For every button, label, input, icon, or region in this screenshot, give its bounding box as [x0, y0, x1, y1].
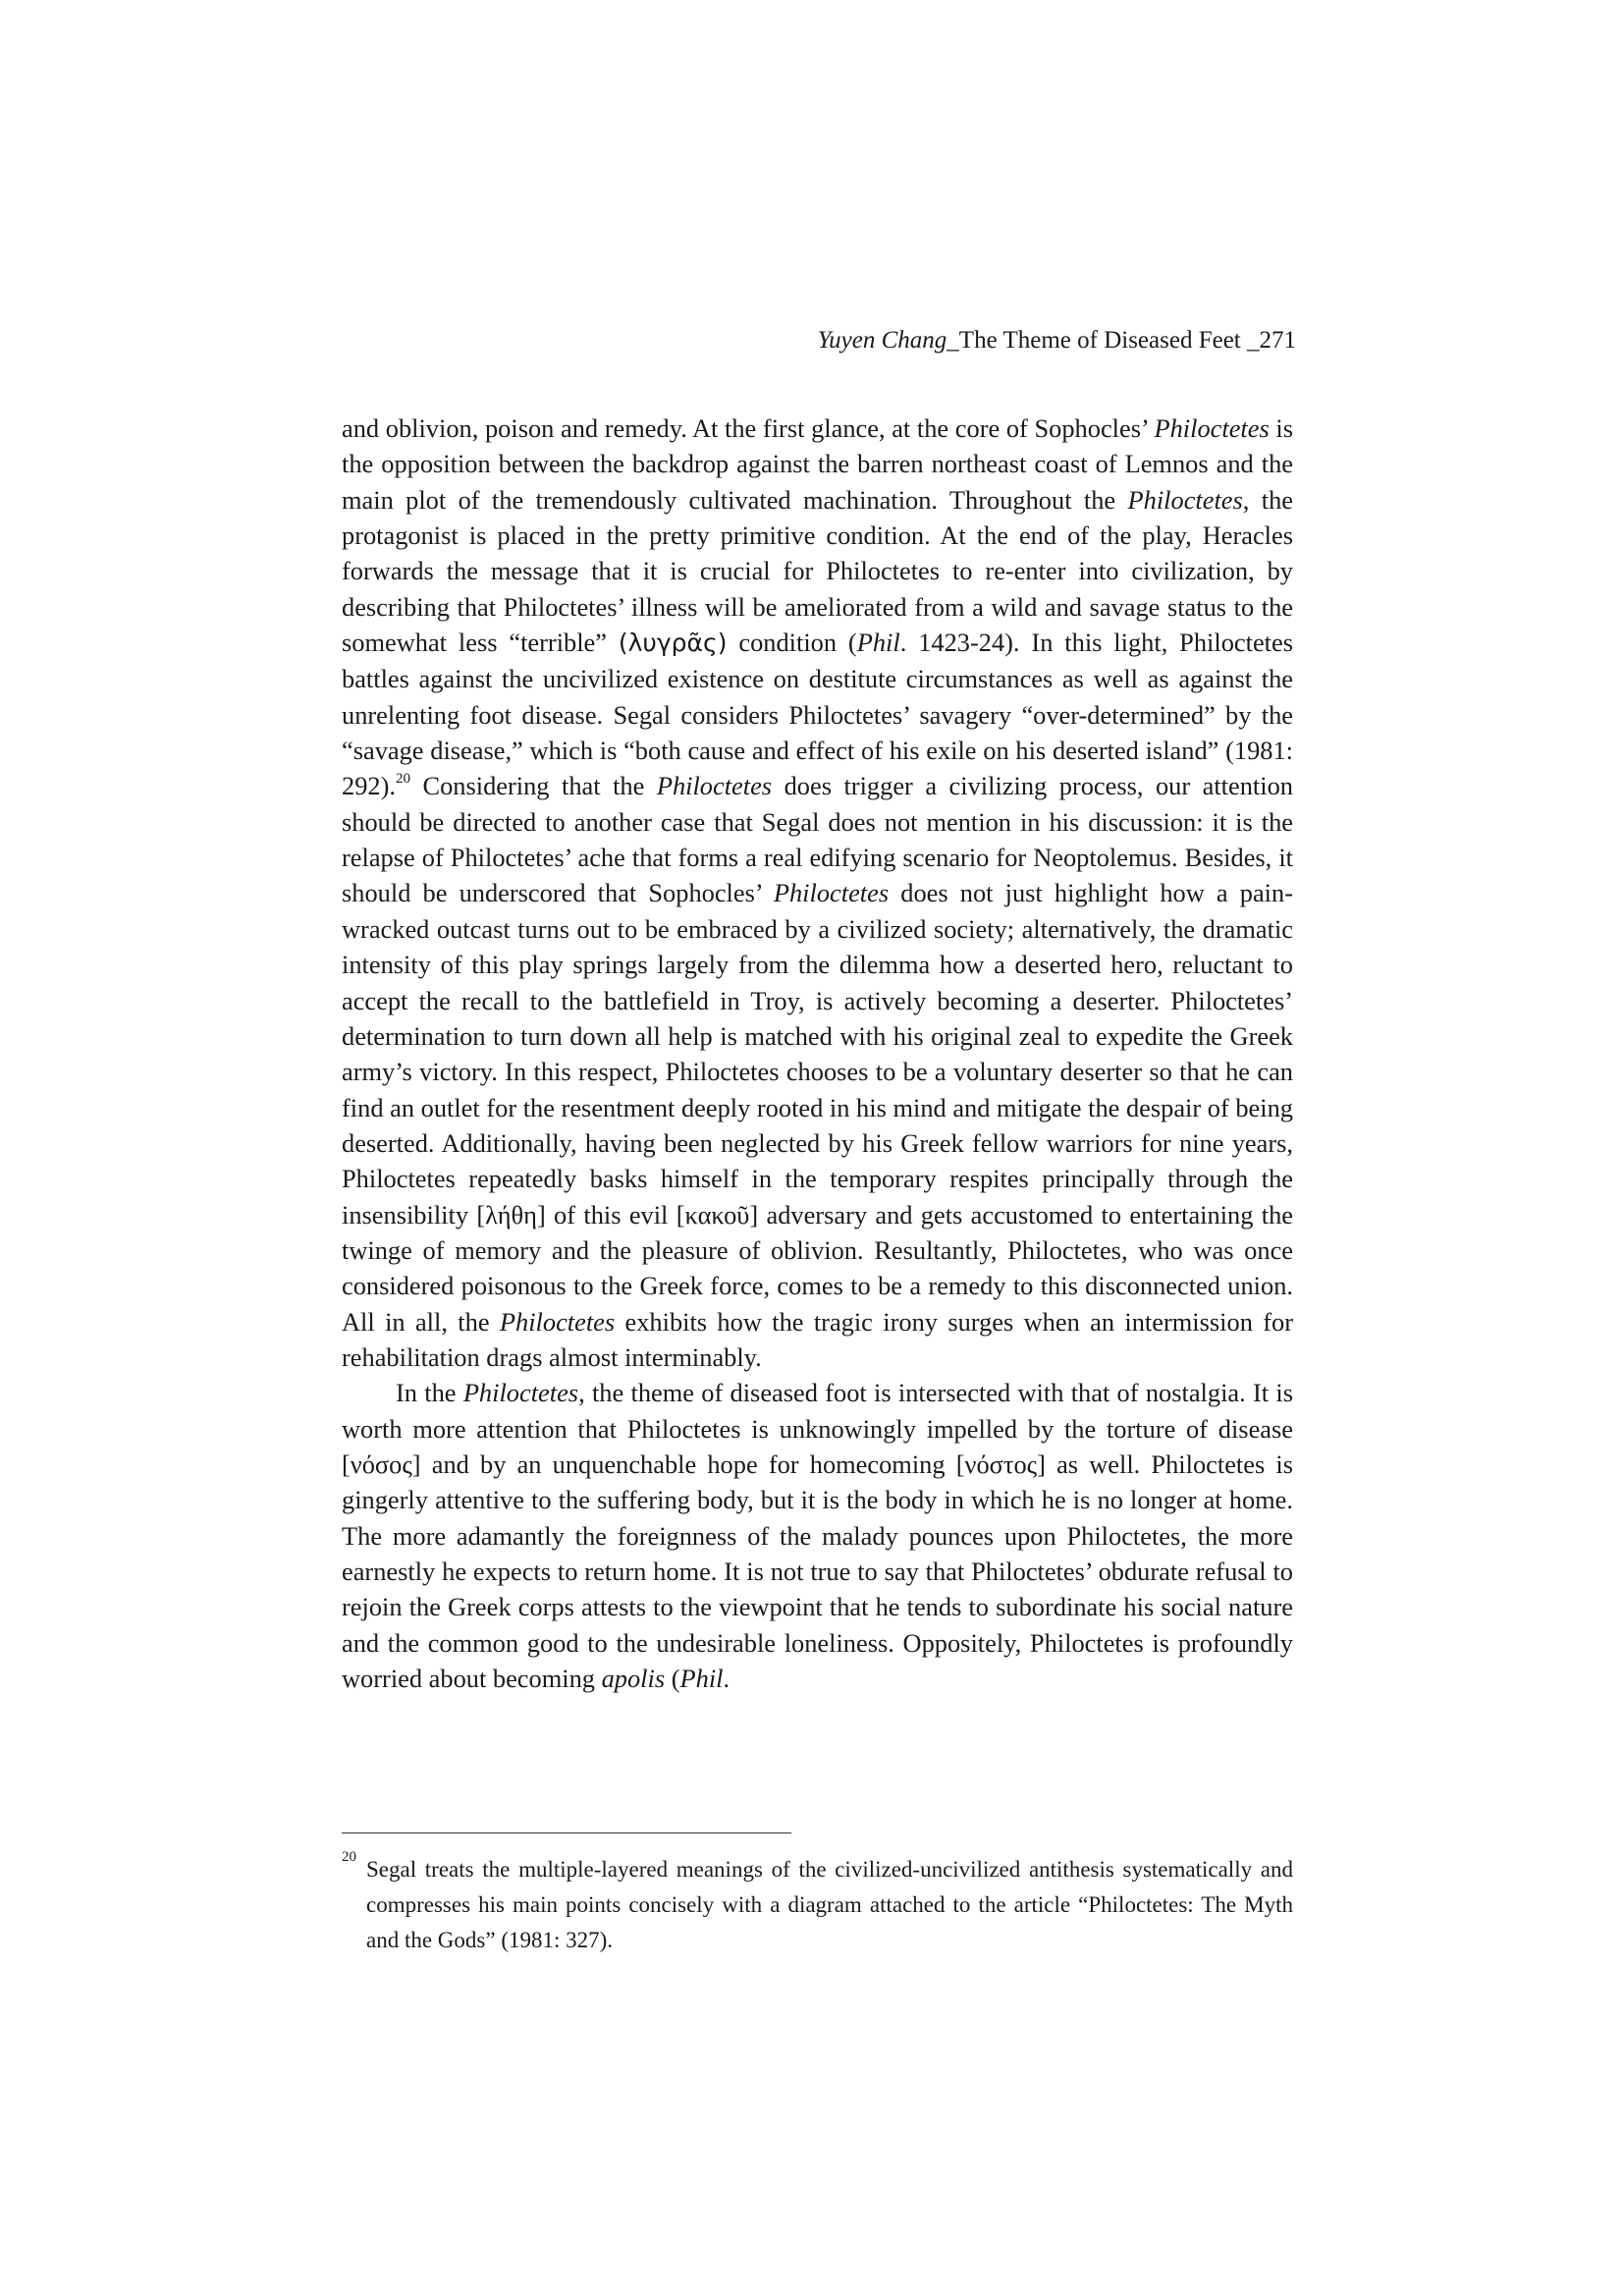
footnote-reference[interactable]: 20 — [395, 771, 410, 788]
text-run: is the opposition between the backdrop against the barren northeast coast of Lemnos and the main plot of the tremendously cultivated machination. Throughout the — [342, 413, 1293, 515]
italic-abbrev: Phil — [679, 1664, 724, 1694]
italic-title: Philoctetes — [656, 771, 773, 801]
body-text — [342, 410, 1293, 1696]
italic-term: apolis — [601, 1664, 666, 1694]
paragraph-2 — [342, 1375, 1293, 1696]
text-run: , the theme of diseased foot is intersected with that of nostalgia. It is worth more attention that Philoctetes is unknowingly impelled by the torture of disease [νόσος] and by an unquenchable hope for homecoming [νόστος] as well. Philoctetes is gingerly attentive to the suffering body, but it is the body in which he is no longer at home. The more adamantly the foreignness of the malady pounces upon Philoctetes, the more earnestly he expects to return home. It is not true to say that Philoctetes’ obdurate refusal to rejoin the Greek corps attests to the viewpoint that he tends to subordinate his social nature and the common good to the undesirable loneliness. Oppositely, Philoctetes is profoundly worried about becoming — [342, 1378, 1294, 1694]
italic-abbrev: Phil — [856, 628, 900, 658]
footnote-number: 20 — [342, 1849, 356, 1865]
running-head-title-page: _The Theme of Diseased Feet _271 — [947, 327, 1296, 354]
italic-title: Philoctetes — [773, 878, 890, 908]
italic-title: Philoctetes — [1127, 484, 1243, 515]
italic-title: Philoctetes — [462, 1378, 579, 1408]
running-head-author: Yuyen Chang — [817, 327, 947, 354]
greek-word: (λυγρᾶς) — [618, 629, 728, 658]
italic-title: Philoctetes — [1154, 413, 1270, 443]
text-run: exhibits how the tragic irony surges when an intermission for rehabilitation drags almost interminably. — [342, 1306, 1294, 1372]
text-run: Considering that the — [409, 771, 657, 801]
text-run: , the protagonist is placed in the pretty primitive condition. At the end of the play, Heracles forwards the message that it is crucial for Philoctetes to re-enter into civilization, by describing that Philoctetes’ illness will be ameliorated from a wild and savage status to the somewhat less “terrible” — [342, 484, 1293, 658]
footnote-divider — [342, 1832, 791, 1833]
text-run: condition ( — [727, 628, 857, 658]
footnote-text: Segal treats the multiple-layered meanings of the civilized-uncivilized antithesis systematically and compresses his main points concisely with a diagram attached to the article “Philoctetes: The Myth and the Gods” (1981: 327). — [366, 1857, 1293, 1952]
running-head — [818, 324, 1296, 357]
text-run: and oblivion, poison and remedy. At the first glance, at the core of Sophocles’ — [342, 413, 1155, 443]
text-run: . — [723, 1664, 730, 1694]
text-run: does trigger a civilizing process, our attention should be directed to another case that Segal does not mention in his discussion: it is the relapse of Philoctetes’ ache that forms a real edifying scenario for Neoptolemus. Besides, it should be underscored that Sophocles’ — [342, 771, 1293, 908]
text-run: In the — [396, 1378, 463, 1408]
text-run: ( — [665, 1664, 680, 1694]
text-run: . 1423-24). In this light, Philoctetes battles against the uncivilized existence on destitute circumstances as well as against the unrelenting foot disease. Segal considers Philoctetes’ savagery “over-determined” by the “savage disease,” which is “both cause and effect of his exile on his deserted island” (1981: 292). — [342, 628, 1293, 801]
paragraph-1 — [342, 410, 1293, 1375]
footnote — [342, 1849, 1293, 1958]
italic-title: Philoctetes — [499, 1306, 616, 1337]
text-run: does not just highlight how a pain-wracked outcast turns out to be embraced by a civilized society; alternatively, the dramatic intensity of this play springs largely from the dilemma how a deserted hero, reluctant to accept the recall to the battlefield in Troy, is actively becoming a deserter. Philoctetes’ determination to turn down all help is matched with his original zeal to expedite the Greek army’s victory. In this respect, Philoctetes chooses to be a voluntary deserter so that he can find an outlet for the resentment deeply rooted in his mind and mitigate the despair of being deserted. Additionally, having been neglected by his Greek fellow warriors for nine years, Philoctetes repeatedly basks himself in the temporary respites principally through the insensibility [λήθη] of this evil [κακοῦ] adversary and gets accustomed to entertaining the twinge of memory and the pleasure of oblivion. Resultantly, Philoctetes, who was once considered poisonous to the Greek force, comes to be a remedy to this disconnected union. All in all, the — [342, 878, 1293, 1337]
